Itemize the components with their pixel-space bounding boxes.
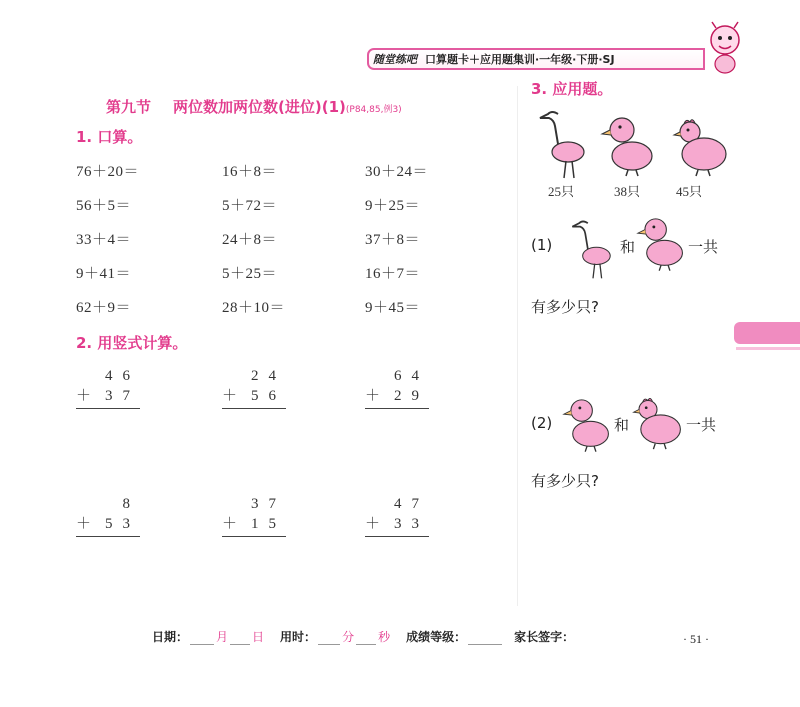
- question1-and: 和: [620, 238, 636, 256]
- duck-count: 38只: [614, 184, 641, 199]
- duck-icon: [600, 112, 656, 178]
- part2-heading-number: 2.: [76, 334, 93, 352]
- answer-line: [76, 536, 140, 537]
- side-tab-line: [736, 347, 800, 350]
- mental-math-item: 16＋8＝: [222, 164, 278, 180]
- part2-heading: [76, 332, 187, 353]
- question2-tail: 一共: [686, 416, 717, 434]
- addend-top: 64: [394, 368, 429, 384]
- time-label: 用时：: [280, 630, 317, 644]
- part2-heading-text: 用竖式计算。: [97, 334, 188, 352]
- footer-record-bar: [152, 628, 574, 645]
- mental-math-item: 5＋72＝: [222, 198, 278, 214]
- chicken-icon: [630, 394, 684, 452]
- mental-math-item: 33＋4＝: [76, 232, 132, 248]
- page-number: · 51 ·: [683, 632, 709, 646]
- chicken-count: 45只: [676, 184, 703, 199]
- plus-sign: ＋: [76, 388, 92, 404]
- addend-bottom: 56: [251, 388, 286, 404]
- question1-ask: 有多少只?: [531, 298, 599, 316]
- book-header-banner: [367, 48, 705, 70]
- section-reference: (P84,85,例3): [345, 105, 402, 115]
- addend-bottom-row: [365, 514, 429, 534]
- mental-math-item: 16＋7＝: [365, 266, 421, 282]
- grade-blank[interactable]: [468, 630, 502, 645]
- parent-sign-label: 家长签字：: [514, 630, 575, 644]
- vertical-addition: [76, 494, 140, 537]
- mental-math-item: 9＋41＝: [76, 266, 132, 282]
- addend-bottom: 33: [394, 516, 429, 532]
- plus-sign: ＋: [222, 388, 238, 404]
- vertical-addition: [76, 366, 140, 409]
- addend-top: 37: [251, 496, 286, 512]
- answer-line: [365, 408, 429, 409]
- second-blank[interactable]: [356, 630, 376, 645]
- addend-top: 47: [394, 496, 429, 512]
- mental-math-item: 5＋25＝: [222, 266, 278, 282]
- addend-bottom: 15: [251, 516, 286, 532]
- addend-bottom-row: [222, 514, 286, 534]
- plus-sign: ＋: [365, 516, 381, 532]
- mental-math-item: 62＋9＝: [76, 300, 132, 316]
- mental-math-item: 28＋10＝: [222, 300, 286, 316]
- addend-bottom: 37: [105, 388, 140, 404]
- crane-icon: [538, 108, 590, 180]
- vertical-addition: [365, 494, 429, 537]
- mascot-icon: [702, 20, 748, 76]
- mental-math-item: 9＋25＝: [365, 198, 421, 214]
- crane-count: 25只: [548, 184, 575, 199]
- section-topic: 两位数加两位数(进位)(1): [173, 98, 346, 116]
- part1-heading-number: 1.: [76, 128, 93, 146]
- mental-math-item: 24＋8＝: [222, 232, 278, 248]
- question2-ask: 有多少只?: [531, 472, 599, 490]
- question2-and: 和: [614, 416, 630, 434]
- mental-math-item: 76＋20＝: [76, 164, 140, 180]
- section-title: [106, 96, 402, 117]
- vertical-addition: [365, 366, 429, 409]
- mental-math-item: 37＋8＝: [365, 232, 421, 248]
- question1-label: (1): [531, 236, 553, 254]
- section-number: 第九节: [106, 98, 152, 116]
- question1-tail: 一共: [688, 238, 719, 256]
- question2-label: (2): [531, 414, 553, 432]
- addend-top: 24: [251, 368, 286, 384]
- column-divider: [517, 86, 518, 606]
- addend-top: 46: [105, 368, 140, 384]
- chicken-icon: [670, 116, 730, 178]
- mental-math-item: 30＋24＝: [365, 164, 429, 180]
- part3-heading-number: 3.: [531, 80, 548, 98]
- answer-line: [222, 536, 286, 537]
- grade-label: 成绩等级：: [406, 630, 467, 644]
- side-tab: [734, 322, 800, 344]
- crane-icon: [568, 218, 618, 280]
- day-blank[interactable]: [230, 630, 250, 645]
- answer-line: [76, 408, 140, 409]
- part1-heading: [76, 126, 142, 147]
- plus-sign: ＋: [222, 516, 238, 532]
- minute-blank[interactable]: [318, 630, 340, 645]
- answer-line: [365, 536, 429, 537]
- answer-line: [222, 408, 286, 409]
- addend-bottom-row: [365, 386, 429, 406]
- date-label: 日期：: [152, 630, 189, 644]
- mental-math-item: 56＋5＝: [76, 198, 132, 214]
- duck-icon: [636, 212, 686, 274]
- plus-sign: ＋: [76, 516, 92, 532]
- vertical-addition: [222, 494, 286, 537]
- day-label: 日: [252, 630, 265, 644]
- second-label: 秒: [378, 630, 391, 644]
- header-brand: 随堂练吧: [373, 53, 417, 66]
- addend-bottom-row: [76, 514, 140, 534]
- part3-heading: [531, 78, 612, 99]
- header-text: 口算题卡＋应用题集训·一年级·下册·SJ: [425, 53, 615, 66]
- addend-top: 8: [122, 496, 140, 512]
- addend-bottom: 53: [105, 516, 140, 532]
- addend-bottom: 29: [394, 388, 429, 404]
- addend-bottom-row: [222, 386, 286, 406]
- plus-sign: ＋: [365, 388, 381, 404]
- minute-label: 分: [342, 630, 355, 644]
- part1-heading-text: 口算。: [97, 128, 143, 146]
- addend-bottom-row: [76, 386, 140, 406]
- duck-icon: [562, 394, 612, 454]
- mental-math-item: 9＋45＝: [365, 300, 421, 316]
- month-label: 月: [216, 630, 229, 644]
- vertical-addition: [222, 366, 286, 409]
- month-blank[interactable]: [190, 630, 214, 645]
- part3-heading-text: 应用题。: [552, 80, 613, 98]
